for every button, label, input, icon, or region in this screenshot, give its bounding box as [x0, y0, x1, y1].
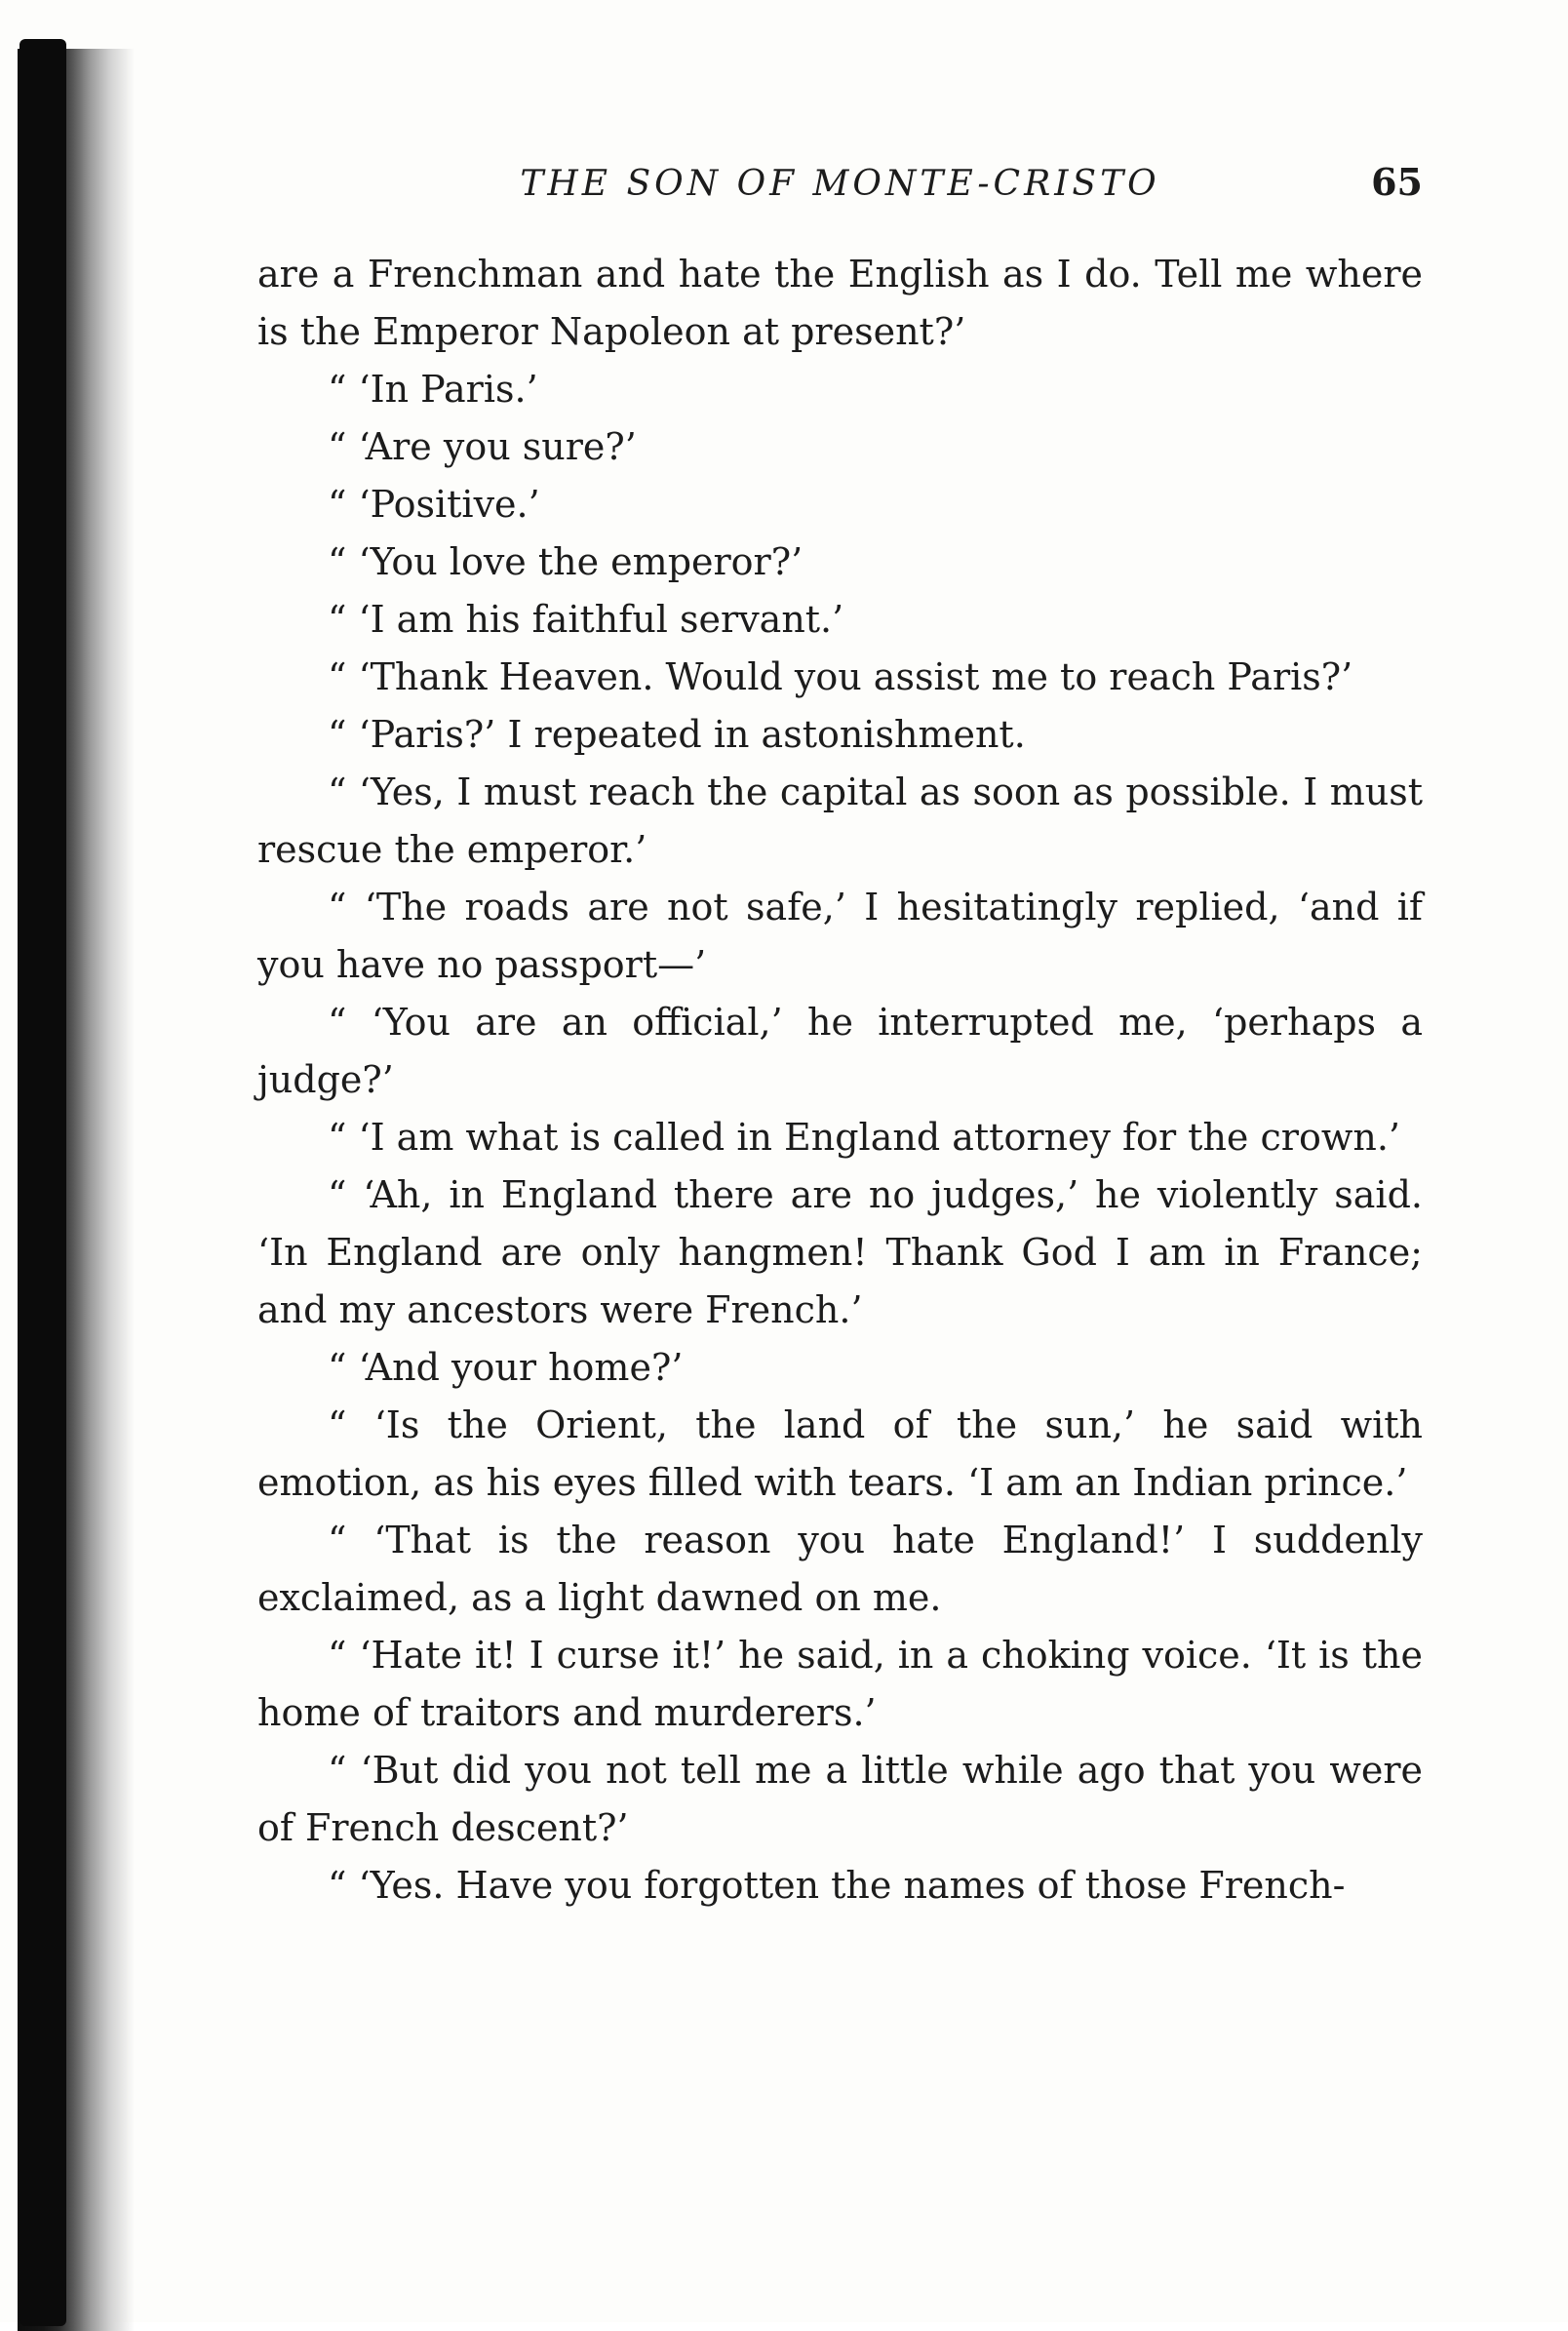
running-title: THE SON OF MONTE-CRISTO	[520, 164, 1160, 204]
paragraph: “ ‘Hate it! I curse it!’ he said, in a choking voice. ‘It is the home of traitors and murderers.’	[257, 1634, 1423, 1734]
paragraph: “ ‘Yes, I must reach the capital as soon as possible. I must rescue the emperor.’	[257, 770, 1423, 871]
paragraph: “ ‘The roads are not safe,’ I hesitatingly replied, ‘and if you have no passport—’	[257, 886, 1423, 986]
paragraph: “ ‘I am what is called in England attorney for the crown.’	[328, 1116, 1400, 1159]
paragraph: “ ‘I am his faithful servant.’	[328, 598, 844, 641]
paragraph: “ ‘Ah, in England there are no judges,’ he violently said. ‘In England are only hangmen! Thank God I am in France; and my ancestors were French.’	[257, 1173, 1423, 1331]
paragraph: are a Frenchman and hate the English as I do. Tell me where is the Emperor Napoleon at present?’	[257, 253, 1423, 353]
page-header	[257, 156, 1423, 215]
paragraph: “ ‘Paris?’ I repeated in astonishment.	[328, 713, 1026, 756]
paragraph: “ ‘Thank Heaven. Would you assist me to reach Paris?’	[328, 655, 1353, 698]
paragraph: “ ‘In Paris.’	[328, 368, 538, 411]
paragraph: “ ‘You love the emperor?’	[328, 540, 804, 583]
paragraph: “ ‘But did you not tell me a little while ago that you were of French descent?’	[257, 1749, 1423, 1849]
paragraph: “ ‘Positive.’	[328, 483, 540, 526]
paragraph: “ ‘Yes. Have you forgotten the names of those French-	[328, 1864, 1346, 1907]
paragraph: “ ‘Are you sure?’	[328, 425, 637, 468]
body-text	[257, 246, 1423, 1915]
page-number: 65	[1371, 160, 1423, 204]
paragraph: “ ‘You are an official,’ he interrupted me, ‘perhaps a judge?’	[257, 1001, 1423, 1101]
paragraph: “ ‘Is the Orient, the land of the sun,’ he said with emotion, as his eyes filled with tears. ‘I am an Indian prince.’	[257, 1403, 1423, 1504]
paragraph: “ ‘And your home?’	[328, 1346, 684, 1389]
binding-edge	[20, 39, 66, 2326]
paragraph: “ ‘That is the reason you hate England!’ I suddenly exclaimed, as a light dawned on me.	[257, 1519, 1423, 1619]
